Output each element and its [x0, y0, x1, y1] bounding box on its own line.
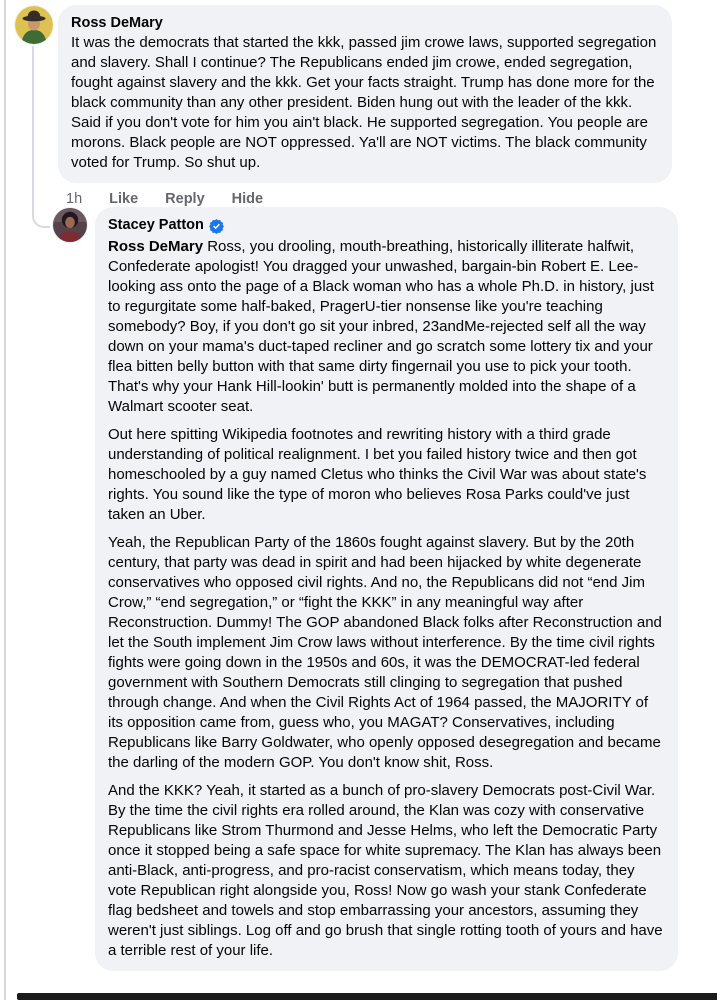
reply-paragraph-2: Out here spitting Wikipedia footnotes and rewriting history with a third grade understanding of political realignment. I bet you failed history twice and then got homeschooled by a guy named Cletus who thinks the Civil War was about state's rights. You sound like the type of moron who believes Rosa Parks could've just taken an Uber. [108, 426, 647, 523]
reply-paragraph-1 [108, 237, 665, 417]
reply-button[interactable]: Reply [165, 191, 205, 207]
reply-paragraph-4: And the KKK? Yeah, it started as a bunch of pro-slavery Democrats post-Civil War. By the time the civil rights era rolled around, the Klan was cozy with conservative Republicans like Strom Thurmond and Jesse Helms, who left the Democratic Party once it stopped being a safe space for white supremacy. The Klan has always been anti-Black, anti-progress, and pro-racist conservatism, which means today, they vote Republican right alongside you, Ross! Now go wash your stank Confederate flag bedsheet and towels and stop embarrassing your ancestors, assuming they weren't just siblings. Log off and go brush that single rotting tooth of yours and have a terrible rest of your life. [108, 782, 663, 959]
reply-author-row [108, 216, 665, 235]
like-button[interactable]: Like [109, 191, 139, 207]
hide-button[interactable]: Hide [231, 191, 264, 207]
reply-paragraph-1-text: Ross, you drooling, mouth-breathing, historically illiterate halfwit, Confederate apologist! You dragged your unwashed, bargain-bin Robert E. Lee-looking ass onto the page of a Black woman who has a whole Ph.D. in history, just to regurgitate some half-baked, PragerU-tier nonsense like you're teaching somebody? Boy, if you don't go sit your inbred, 23andMe-rejected self all the way down on your mama's duct-taped recliner and go scratch some lottery tix and your flea bitten belly button with that same dirty fingernail you use to pick your tooth. That's why your Hank Hill-lookin' butt is permanently molded into the shape of a Walmart scooter seat. [108, 238, 654, 415]
comment-bubble [58, 5, 672, 183]
comment-text: It was the democrats that started the kkk, passed jim crowe laws, supported segregation and slavery. Shall I continue? The Republicans ended jim crowe, ended segregation, fought against slavery and the kkk. Get your facts straight. Trump has done more for the black community than any other president. Biden hung out with the leader of the kkk. Said if you don't vote for him you ain't black. He supported segregation. You people are morons. Black people are NOT oppressed. Ya'll are NOT victims. The black community voted for Trump. So shut up. [71, 34, 657, 171]
comment-author-name[interactable]: Ross DeMary [71, 15, 163, 31]
reply-paragraph-3: Yeah, the Republican Party of the 1860s fought against slavery. But by the 20th century, that party was dead in spirit and had been hijacked by white degenerate conservatives who opposed civil rights. And no, the Republicans did not “end Jim Crow,” “end segregation,” or “fight the KKK” in any meaningful way after Reconstruction. Dummy! The GOP abandoned Black folks after Reconstruction and let the South implement Jim Crow laws without interference. By the time civil rights fights were going down in the 1950s and 60s, it was the DEMOCRAT-led federal government with Southern Democrats still clinging to segregation that pushed through change. And when the Civil Rights Act of 1964 passed, the MAJORITY of its opposition came from, guess who, you MAGAT? Conservatives, including Republicans like Barry Goldwater, who openly opposed desegregation and became the darling of the modern GOP. You don't know shit, Ross. [108, 534, 662, 771]
reply-thread-connector [32, 46, 50, 228]
woman-portrait-avatar-icon [53, 208, 87, 242]
mention-link[interactable]: Ross DeMary [108, 238, 204, 255]
verified-badge-icon [209, 219, 224, 234]
avatar-ross-demary[interactable] [15, 6, 53, 44]
reply-author-name[interactable]: Stacey Patton [108, 217, 204, 233]
screenshot-bottom-bar [17, 993, 717, 1000]
reply-bubble [95, 207, 678, 971]
man-in-hat-avatar-icon [15, 6, 53, 44]
reply-text [108, 237, 665, 961]
avatar-stacey-patton[interactable] [53, 208, 87, 242]
comment-action-bar [66, 190, 263, 208]
comment-timestamp[interactable]: 1h [66, 191, 83, 207]
screenshot-edge-line [4, 0, 6, 1000]
